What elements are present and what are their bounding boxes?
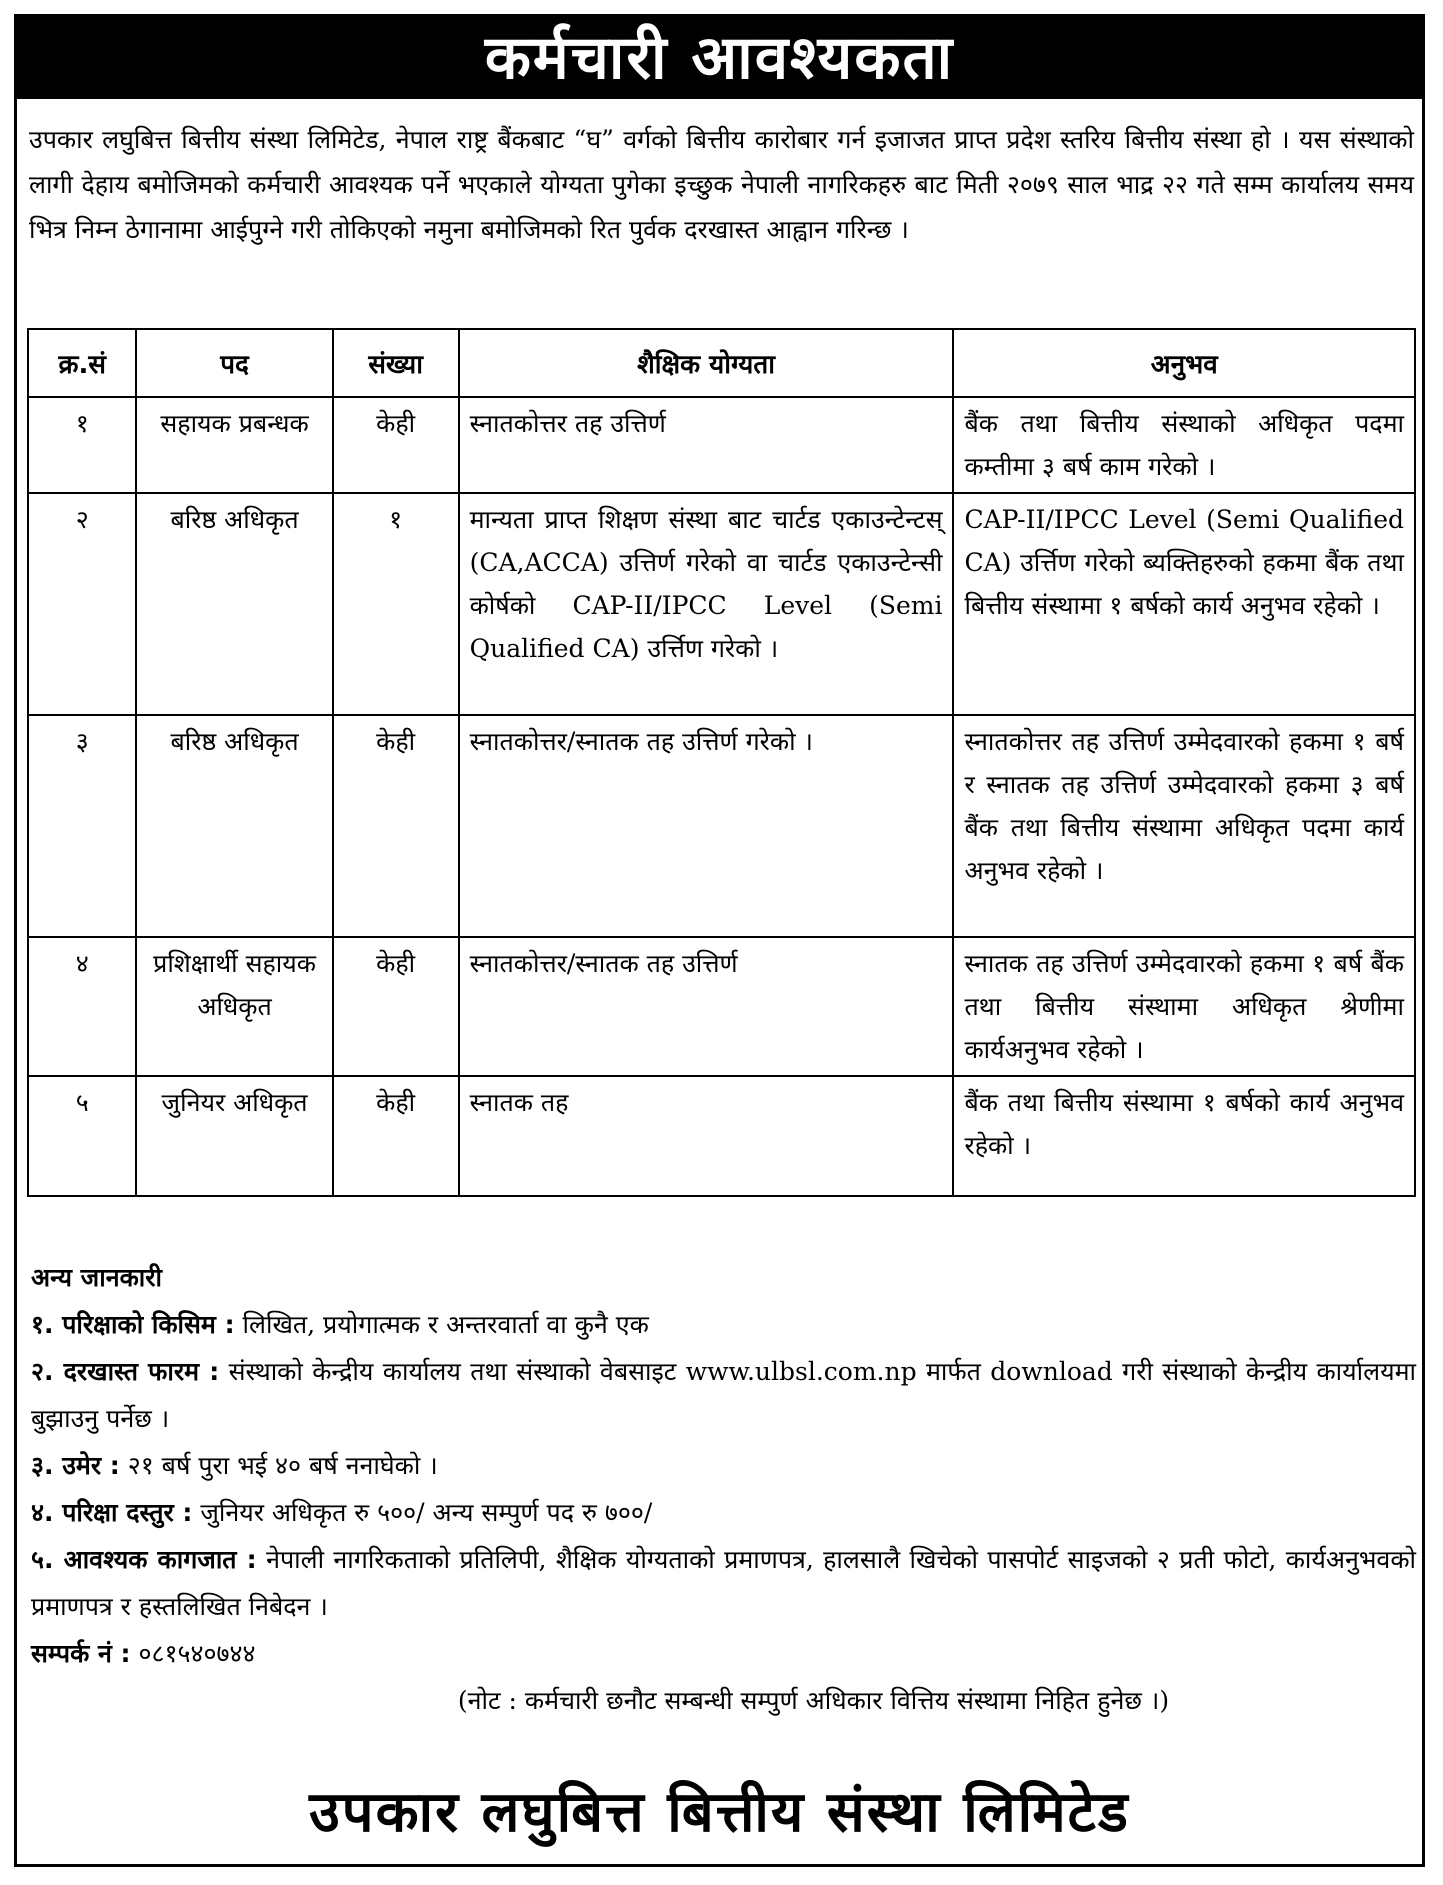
info-item-documents xyxy=(31,1536,1416,1630)
note-text: (नोट : कर्मचारी छनौट सम्बन्धी सम्पुर्ण अधिकार वित्तिय संस्थामा निहित हुनेछ ।) xyxy=(457,1686,1170,1715)
footer-title: उपकार लघुबित्त बित्तीय संस्था लिमिटेड xyxy=(309,1780,1130,1845)
table-row xyxy=(28,715,1415,937)
vacancy-table xyxy=(27,328,1416,1197)
info-label: ३. उमेर : xyxy=(31,1451,120,1480)
cell-sn: ३ xyxy=(28,715,136,937)
cell-sn: ४ xyxy=(28,937,136,1076)
cell-qualification: स्नातकोत्तर तह उत्तिर्ण xyxy=(459,397,954,493)
cell-count: केही xyxy=(333,397,459,493)
other-info-heading: अन्य जानकारी xyxy=(31,1263,162,1292)
notice-page xyxy=(14,14,1425,1867)
info-label: ५. आवश्यक कागजात : xyxy=(31,1545,257,1574)
cell-qualification: स्नातकोत्तर/स्नातक तह उत्तिर्ण गरेको । xyxy=(459,715,954,937)
header-experience: अनुभव xyxy=(953,329,1415,397)
cell-post: प्रशिक्षार्थी सहायक अधिकृत xyxy=(136,937,332,1076)
info-text: नेपाली नागरिकताको प्रतिलिपी, शैक्षिक योग्यताको प्रमाणपत्र, हालसालै खिचेको पासपोर्ट साइजको २ प्रती फोटो, कार्यअनुभवको प्रमाणपत्र र हस्तलिखित निबेदन । xyxy=(31,1545,1416,1621)
info-item-exam-fee xyxy=(31,1489,1416,1536)
cell-count: केही xyxy=(333,937,459,1076)
cell-post: बरिष्ठ अधिकृत xyxy=(136,493,332,715)
cell-post: जुनियर अधिकृत xyxy=(136,1076,332,1196)
contact-label: सम्पर्क नं : xyxy=(31,1639,131,1668)
cell-sn: २ xyxy=(28,493,136,715)
header-qualification: शैक्षिक योग्यता xyxy=(459,329,954,397)
cell-experience: बैंक तथा बित्तीय संस्थाको अधिकृत पदमा कम्तीमा ३ बर्ष काम गरेको । xyxy=(953,397,1415,493)
info-item-application-form xyxy=(31,1348,1416,1442)
contact-number: ०८१५४०७४४ xyxy=(138,1639,256,1668)
cell-count: केही xyxy=(333,715,459,937)
cell-count: केही xyxy=(333,1076,459,1196)
info-item-exam-type xyxy=(31,1301,1416,1348)
header-count: संख्या xyxy=(333,329,459,397)
cell-qualification: स्नातक तह xyxy=(459,1076,954,1196)
cell-post: बरिष्ठ अधिकृत xyxy=(136,715,332,937)
header-post: पद xyxy=(136,329,332,397)
contact-line xyxy=(31,1630,1416,1677)
cell-experience: स्नातक तह उत्तिर्ण उम्मेदवारको हकमा १ बर्ष बैंक तथा बित्तीय संस्थामा अधिकृत श्रेणीमा कार्यअनुभव रहेको । xyxy=(953,937,1415,1076)
cell-experience: बैंक तथा बित्तीय संस्थामा १ बर्षको कार्य अनुभव रहेको । xyxy=(953,1076,1415,1196)
table-header-row xyxy=(28,329,1415,397)
header-sn: क्र.सं xyxy=(28,329,136,397)
table-row xyxy=(28,1076,1415,1196)
cell-experience: स्नातकोत्तर तह उत्तिर्ण उम्मेदवारको हकमा १ बर्ष र स्नातक तह उत्तिर्ण उम्मेदवारको हकमा ३ बर्ष बैंक तथा बित्तीय संस्थामा अधिकृत पदमा कार्य अनुभव रहेको । xyxy=(953,715,1415,937)
intro-paragraph: उपकार लघुबित्त बित्तीय संस्था लिमिटेड, नेपाल राष्ट्र बैंकबाट “घ” वर्गको बित्तीय कारोबार गर्न इजाजत प्राप्त प्रदेश स्तरिय बित्तीय संस्था हो । यस संस्थाको लागी देहाय बमोजिमको कर्मचारी आवश्यक पर्ने भएकाले योग्यता पुगेका इच्छुक नेपाली नागरिकहरु बाट मिती २०७९ साल भाद्र २२ गते सम्म कार्यालय समय भित्र निम्न ठेगानामा आईपुग्ने गरी तोकिएको नमुना बमोजिमको रित पुर्वक दरखास्त आह्वान गरिन्छ । xyxy=(29,125,1414,244)
table-row xyxy=(28,937,1415,1076)
table-row xyxy=(28,397,1415,493)
info-text: जुनियर अधिकृत रु ५००/ अन्य सम्पुर्ण पद रु ७००/ xyxy=(200,1498,653,1527)
cell-qualification: स्नातकोत्तर/स्नातक तह उत्तिर्ण xyxy=(459,937,954,1076)
cell-sn: ५ xyxy=(28,1076,136,1196)
banner-title: कर्मचारी आवश्यकता xyxy=(17,17,1422,99)
cell-post: सहायक प्रबन्धक xyxy=(136,397,332,493)
cell-experience: CAP-II/IPCC Level (Semi Qualified CA) उर्त्तिण गरेको ब्यक्तिहरुको हकमा बैंक तथा बित्तीय संस्थामा १ बर्षको कार्य अनुभव रहेको । xyxy=(953,493,1415,715)
other-info-section xyxy=(31,1254,1416,1724)
info-text: लिखित, प्रयोगात्मक र अन्तरवार्ता वा कुनै एक xyxy=(242,1310,649,1339)
info-text: संस्थाको केन्द्रीय कार्यालय तथा संस्थाको वेबसाइट www.ulbsl.com.np मार्फत download गरी संस्थाको केन्द्रीय कार्यालयमा बुझाउनु पर्नेछ । xyxy=(31,1357,1416,1433)
cell-count: १ xyxy=(333,493,459,715)
cell-sn: १ xyxy=(28,397,136,493)
table-row xyxy=(28,493,1415,715)
cell-qualification: मान्यता प्राप्त शिक्षण संस्था बाट चार्टड एकाउन्टेन्टस् (CA,ACCA) उत्तिर्ण गरेको वा चार्टड एकाउन्टेन्सी कोर्षको CAP-II/IPCC Level (Semi Qualified CA) उर्त्तिण गरेको । xyxy=(459,493,954,715)
info-item-age xyxy=(31,1442,1416,1489)
info-label: ४. परिक्षा दस्तुर : xyxy=(31,1498,193,1527)
info-label: १. परिक्षाको किसिम : xyxy=(31,1310,235,1339)
info-label: २. दरखास्त फारम : xyxy=(31,1357,220,1386)
info-text: २१ बर्ष पुरा भई ४० बर्ष ननाघेको । xyxy=(127,1451,438,1480)
